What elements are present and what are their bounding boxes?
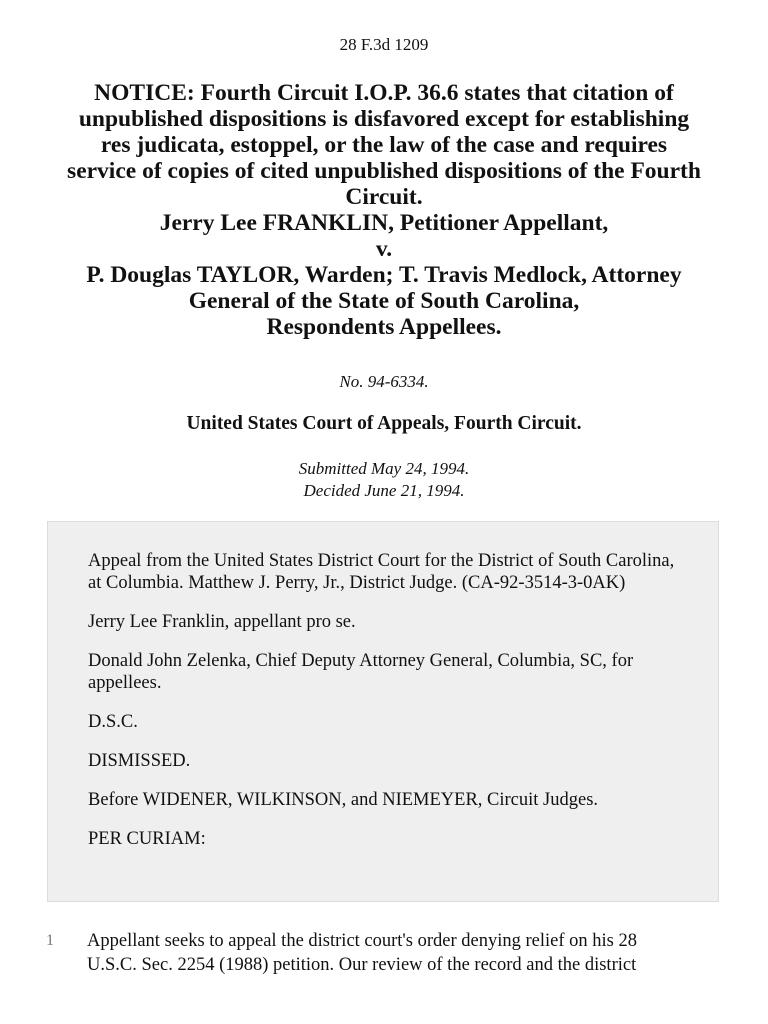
docket-number: No. 94-6334.: [339, 372, 429, 391]
reporter-citation: 28 F.3d 1209: [339, 35, 429, 54]
court-name: United States Court of Appeals, Fourth Circuit.: [186, 413, 582, 434]
petitioner-party: Jerry Lee FRANKLIN, Petitioner Appellant,: [159, 210, 609, 236]
notice-line: unpublished dispositions is disfavored except for establishing: [78, 106, 690, 132]
decided-date: Decided June 21, 1994.: [303, 481, 465, 500]
respondent-party-line: Respondents Appellees.: [266, 314, 502, 340]
appeal-from-text: Appeal from the United States District Court for the District of South Carolina, at Columbia. Matthew J. Perry, Jr., District Judge. (CA-92-3514-3-0AK): [88, 551, 675, 593]
notice-line: Circuit.: [345, 184, 423, 210]
prefatory-statement-box: [47, 521, 719, 902]
respondent-party-line: P. Douglas TAYLOR, Warden; T. Travis Medlock, Attorney: [86, 262, 682, 288]
opinion-body: [46, 929, 726, 977]
notice-line: res judicata, estoppel, or the law of the case and requires: [100, 132, 668, 158]
respondent-party-line: General of the State of South Carolina,: [188, 288, 580, 314]
appellant-counsel: Jerry Lee Franklin, appellant pro se.: [88, 612, 356, 632]
case-caption: [44, 80, 724, 340]
versus-label: v.: [375, 236, 393, 262]
panel-judges: Before WIDENER, WILKINSON, and NIEMEYER, Circuit Judges.: [88, 790, 599, 810]
paragraph-text: Appellant seeks to appeal the district court's order denying relief on his 28 U.S.C. Sec. 2254 (1988) petition. Our review of the record and the district: [87, 931, 637, 975]
lower-court: D.S.C.: [88, 712, 138, 732]
decision-dates: [0, 458, 768, 502]
notice-line: service of copies of cited unpublished dispositions of the Fourth: [67, 158, 701, 184]
submitted-date: Submitted May 24, 1994.: [298, 459, 470, 478]
disposition: DISMISSED.: [88, 751, 191, 771]
appellee-counsel: Donald John Zelenka, Chief Deputy Attorney General, Columbia, SC, for appellees.: [88, 651, 634, 693]
opinion-paragraph: [46, 929, 726, 977]
notice-line: NOTICE: Fourth Circuit I.O.P. 36.6 states that citation of: [94, 80, 674, 106]
paragraph-number: 1: [46, 932, 54, 949]
opinion-author: PER CURIAM:: [88, 829, 206, 849]
